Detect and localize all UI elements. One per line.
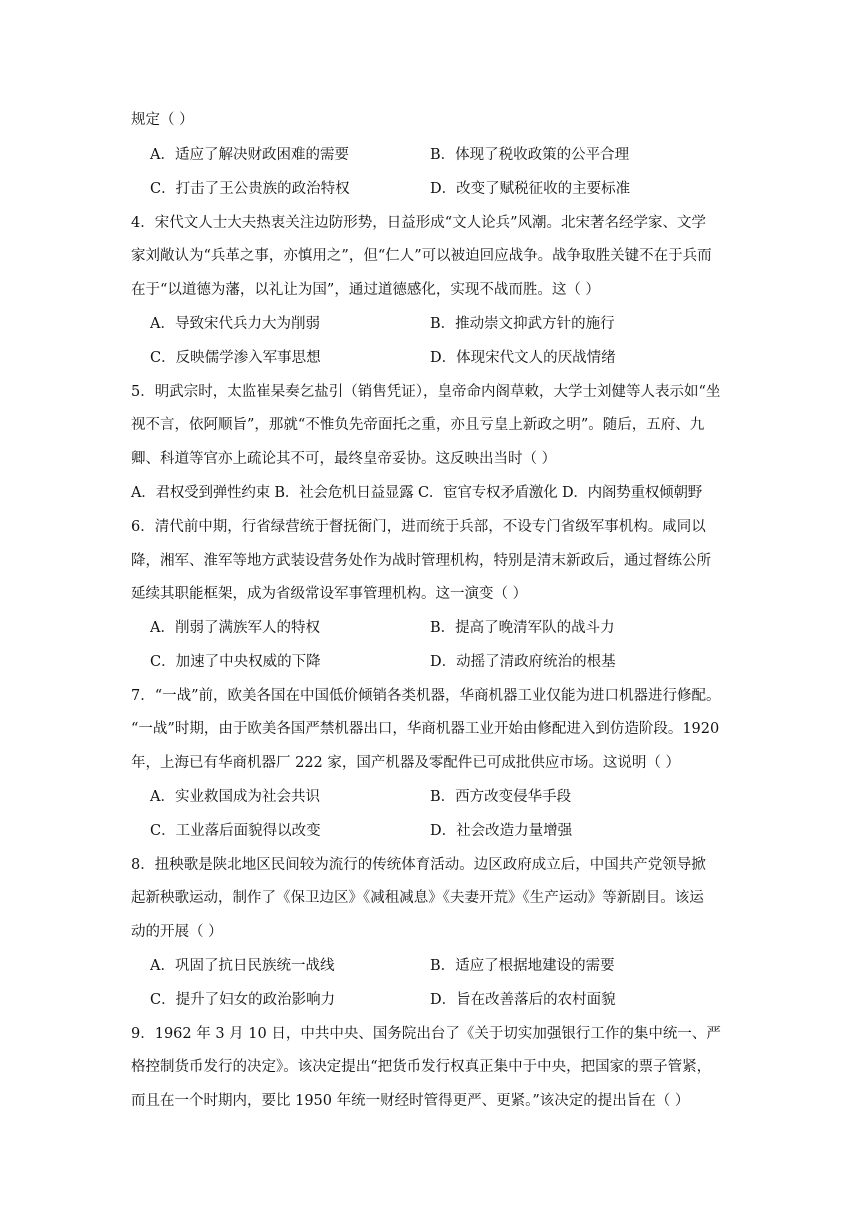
- q6-line-1: 6．清代前中期，行省绿营统于督抚衙门，进而统于兵部，不设专门省级军事机构。咸同以: [131, 519, 706, 535]
- q6-line-2: 降，湘军、淮军等地方武装设营务处作为战时管理机构，特别是清末新政后，通过督练公所: [131, 553, 711, 569]
- q4-option-c: C．反映儒学渗入军事思想: [150, 350, 321, 366]
- q4-line-2: 家刘敞认为“兵革之事，亦慎用之”，但“仁人”可以被迫回应战争。战争取胜关键不在于兵而: [131, 248, 712, 264]
- q7-option-a: A．实业救国成为社会共识: [150, 789, 320, 805]
- q4-option-b: B．推动崇文抑武方针的施行: [430, 316, 615, 332]
- q8-option-b: B．适应了根据地建设的需要: [430, 958, 615, 974]
- q5-line-3: 卿、科道等官亦上疏论其不可，最终皇帝妥协。这反映出当时（ ）: [131, 451, 557, 467]
- q8-line-2: 起新秧歌运动，制作了《保卫边区》《减租减息》《夫妻开荒》《生产运动》等新剧目。该运: [131, 890, 704, 906]
- q3-option-c: C．打击了王公贵族的政治特权: [150, 181, 350, 197]
- q6-option-b: B．提高了晚清军队的战斗力: [430, 620, 615, 636]
- q3-option-a: A．适应了解决财政困难的需要: [150, 147, 349, 163]
- q9-line-3: 而且在一个时期内，要比 1950 年统一财经时管得更严、更紧。”该决定的提出旨在（ ）: [131, 1093, 690, 1109]
- q4-option-d: D．体现宋代文人的厌战情绪: [430, 350, 616, 366]
- q4-option-a: A．导致宋代兵力大为削弱: [150, 316, 320, 332]
- q8-option-a: A．巩固了抗日民族统一战线: [150, 958, 335, 974]
- q8-option-d: D．旨在改善落后的农村面貌: [430, 992, 616, 1008]
- q8-line-1: 8．扭秧歌是陕北地区民间较为流行的传统体育活动。边区政府成立后，中国共产党领导掀: [131, 857, 706, 873]
- q6-option-d: D．动摇了清政府统治的根基: [430, 654, 616, 670]
- question-3-stem-tail: 规定（ ）: [131, 112, 194, 128]
- q5-line-2: 视不言，依阿顺旨”，那就“不惟负先帝面托之重，亦且亏皇上新政之明”。随后，五府、九: [131, 417, 705, 433]
- q6-option-a: A．削弱了满族军人的特权: [150, 620, 320, 636]
- q7-option-c: C．工业落后面貌得以改变: [150, 823, 321, 839]
- q7-line-2: “一战”时期，由于欧美各国严禁机器出口，华商机器工业开始由修配进入到仿造阶段。1920: [131, 721, 720, 737]
- q4-line-1: 4．宋代文人士大夫热衷关注边防形势，日益形成“文人论兵”风潮。北宋著名经学家、文学: [131, 215, 707, 231]
- q3-option-d: D．改变了赋税征收的主要标准: [430, 181, 631, 197]
- q7-option-b: B．西方改变侵华手段: [430, 789, 572, 805]
- q3-option-b: B．体现了税收政策的公平合理: [430, 147, 630, 163]
- q6-line-3: 延续其职能框架，成为省级常设军事管理机构。这一演变（ ）: [131, 586, 528, 602]
- q5-options: A．君权受到弹性约束 B．社会危机日益显露 C．宦官专权矛盾激化 D．内阁势重权倾朝野: [131, 485, 703, 501]
- q4-line-3: 在于“以道德为藩，以礼让为国”，通过道德感化，实现不战而胜。这（ ）: [131, 282, 600, 298]
- q9-line-2: 格控制货币发行的决定》。该决定提出“把货币发行权真正集中于中央，把国家的票子管紧，: [131, 1059, 712, 1075]
- q5-line-1: 5．明武宗时，太监崔杲奏乞盐引（销售凭证），皇帝命内阁草敕，大学士刘健等人表示如“坐: [131, 384, 721, 400]
- q7-line-1: 7．“一战”前，欧美各国在中国低价倾销各类机器，华商机器工业仅能为进口机器进行修配。: [131, 688, 721, 704]
- q7-option-d: D．社会改造力量增强: [430, 823, 573, 839]
- q8-line-3: 动的开展（ ）: [131, 924, 223, 940]
- q8-option-c: C．提升了妇女的政治影响力: [150, 992, 336, 1008]
- q9-line-1: 9．1962 年 3 月 10 日，中共中央、国务院出台了《关于切实加强银行工作的集中统一、严: [131, 1026, 721, 1042]
- q6-option-c: C．加速了中央权威的下降: [150, 654, 321, 670]
- q7-line-3: 年，上海已有华商机器厂 222 家，国产机器及零配件已可成批供应市场。这说明（ ）: [131, 755, 681, 771]
